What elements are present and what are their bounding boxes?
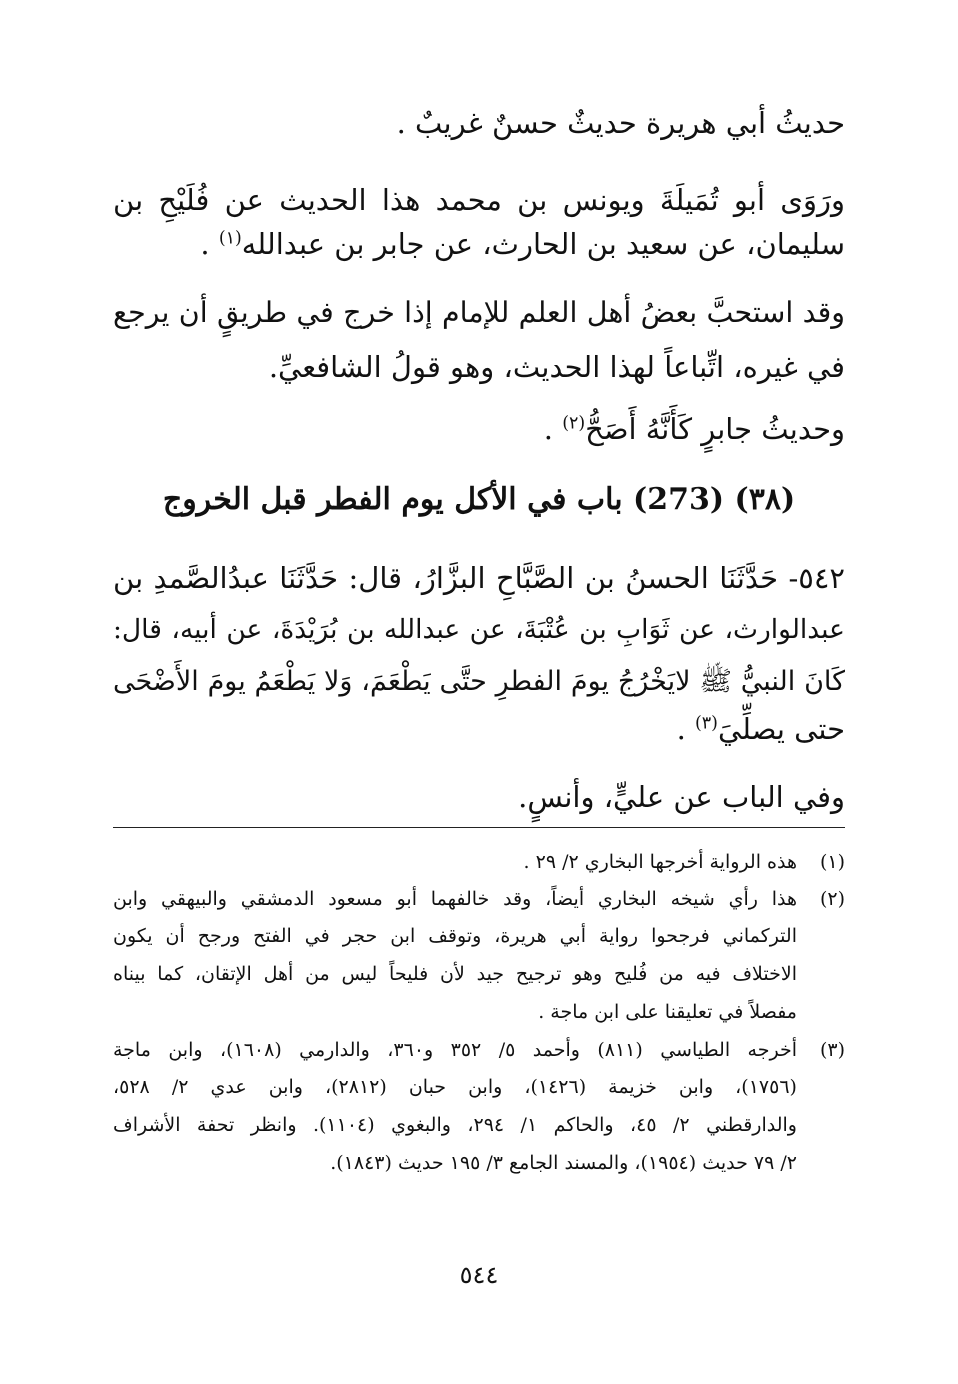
footnote-line: الاختلاف فيه من فُليح وهو ترجيح جيد لأن فليحاً ليس من أهل الإتقان، كما بيناه (113, 963, 797, 985)
footnote-line: مفصلاً في تعليقنا على ابن ماجة . (538, 1001, 797, 1023)
footnote-line: (١٧٥٦)، وابن خزيمة (١٤٢٦)، وابن حبان (٢٨١٢)، وابن عدي ٢/ ٥٢٨، (113, 1076, 797, 1098)
paragraph-line: حديثُ أبي هريرة حديثٌ حسنٌ غريبٌ . (396, 106, 845, 140)
hadith-line: ٥٤٢- حَدَّثَنَا الحسنُ بن الصَّبَّاحِ البزَّارُ، قال: حَدَّثَنَا عبدُالصَّمدِ بن (113, 561, 845, 595)
line-end: . (543, 412, 563, 446)
footnote-ref: (٣) (695, 713, 718, 734)
hadith-line: كَانَ النبيُّ ﷺ لايَخْرُجُ يومَ الفطرِ حتَّى يَطْعَمَ، وَلا يَطْعَمُ يومَ الأَضْحَى (113, 666, 845, 697)
footnote-line: ٢/ ٧٩ حديث (١٩٥٤)، والمسند الجامع ٣/ ١٩٥ حديث (١٨٤٣). (330, 1152, 797, 1174)
paragraph-line: وفي الباب عن عليٍّ، وأنسٍ. (518, 780, 845, 814)
footnote-line: التركماني فرجحوا رواية أبي هريرة، وتوقف ابن حجر في الفتح ورجح أن يكون (113, 925, 797, 947)
page-number: ٥٤٤ (459, 1261, 499, 1289)
footnote-text: أخرجه الطياسي (٨١١) وأحمد ٥/ ٣٥٢ و٣٦٠، والدارمي (١٦٠٨)، وابن ماجة (113, 1039, 797, 1061)
footnote-line: والدارقطني ٢/ ٤٥، والحاكم ١/ ٢٩٤، والبغوي (١١٠٤). وانظر تحفة الأشراف (113, 1114, 797, 1136)
paragraph-line: وقد استحبَّ بعضُ أهل العلم للإمام إذا خرج في طريقٍ أن يرجع (113, 296, 845, 329)
line-end: . (200, 227, 219, 261)
paragraph-line (113, 407, 845, 451)
line-text: سليمان، عن سعيد بن الحارث، عن جابر بن عبدالله (241, 227, 845, 261)
footnote-number: (١) (819, 851, 845, 873)
paragraph-line (113, 222, 845, 266)
hadith-line (113, 707, 845, 751)
footnote-ref: (١) (218, 228, 242, 249)
line-text: حتى يصلِّيَ (717, 712, 845, 746)
footnote-number: (٢) (819, 888, 845, 910)
footnote-number: (٣) (819, 1039, 845, 1061)
line-text: وحديثُ جابرٍ كَأَنَّهُ أَصَحُّ (585, 412, 845, 446)
footnote-text: هذا رأي شيخه البخاري أيضاً، وقد خالفهما أبو مسعود الدمشقي والبيهقي وابن (113, 888, 797, 910)
hadith-line: عبدالوارث، عن ثَوَابِ بن عُتْبَةَ، عن عبدالله بن بُرَيْدَةَ، عن أبيه، قال: (113, 614, 845, 645)
paragraph-line: ورَوَى أبو تُمَيلَةَ ويونس بن محمد هذا الحديث عن فُلَيْحِ بن (113, 183, 845, 217)
footnote-ref: (٢) (562, 413, 586, 434)
footnote-separator (113, 827, 845, 828)
paragraph-line: في غيره، اتِّباعاً لهذا الحديث، وهو قولُ الشافعيِّ. (268, 350, 845, 384)
chapter-heading: (٣٨) (273) باب في الأكل يوم الفطر قبل الخروج (162, 482, 796, 517)
footnote-text: هذه الرواية أخرجها البخاري ٢/ ٢٩ . (523, 851, 797, 873)
line-end: . (676, 712, 695, 746)
